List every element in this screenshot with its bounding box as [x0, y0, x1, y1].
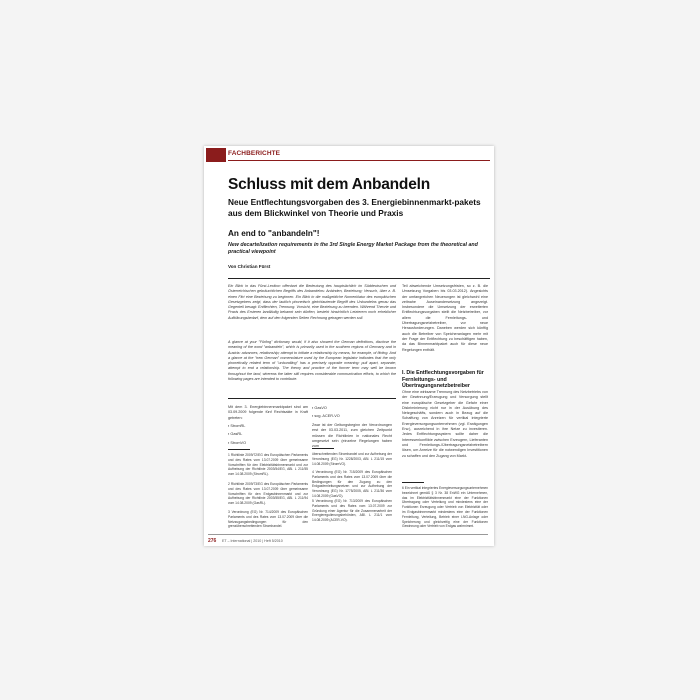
- section-heading: I. Die Entflechtungsvorgaben für Fernleitungs- und Übertragungsnetzbetreiber: [402, 370, 484, 389]
- article-subtitle: Neue Entflechtungsvorgaben des 3. Energiebinnenmarkt-pakets aus dem Blickwinkel von Theorie und Praxis: [228, 197, 481, 218]
- article-title: Schluss mit dem Anbandeln: [228, 176, 430, 193]
- acts-list-mid: [312, 405, 392, 422]
- footnote-2: 2 Richtlinie 2009/73/EG des Europäischen Parlaments und des Rates vom 13.07.2009 über gemeinsame Vorschriften für den Erdgasbinnenmarkt und zur Aufhebung der Richtlinie 2003/55/EG, ABl. L 211/94 vom 14.08.2009 (GasRL).: [228, 482, 308, 506]
- section-divider: [228, 160, 490, 161]
- english-title: An end to "anbandeln"!: [228, 229, 320, 238]
- footer-divider: [208, 534, 488, 535]
- author-line: Von Christian Fürst: [228, 264, 271, 269]
- abstract-bottom-divider: [228, 398, 396, 399]
- journal-line: ET – International | 2010 | Heft 5/2010: [222, 539, 283, 543]
- list-item: ▪ GasRL: [228, 432, 243, 437]
- footnote-3: 3 Verordnung (EG) Nr. 714/2009 des Europäischen Parlaments und des Rates vom 13.07.2009 über die Netzzugangsbedingungen für den grenzüberschreitenden Stromhandel.: [228, 510, 308, 529]
- english-subtitle: New decartelization requirements in the 3rd Single Energy Market Package from the theoretical and practical viewpoint: [228, 242, 478, 255]
- footnote-divider: [402, 482, 424, 483]
- right-paragraph-2: Ohne eine wirksame Trennung des Netzbetriebs von der Gewinnung/Erzeugung und Versorgung stellt eine europäische Gesetzgeber die Gefahr einer Diskriminierung nicht nur in der Ausübung des Netzgeschäfts, sondern auch in Bezug auf die Schaffung von Anreizen für vertikal integrierte Energieversorgungsunternehmen (vgl. Erwägungen Erw.), ausreichend in ihre Netze zu investieren. Jedes Entflechtungssystem sollte daher die Interessenkonflikte zwischen Erzeugern, Lieferanten und Fernleitungs-/Übertragungsnetzbetreibern lösen, um Anreize für die notwendigen Investitionen zu schaffen und den Zugang von Markt-: [402, 390, 488, 458]
- footnote-divider: [228, 449, 250, 450]
- abstract-german: Ein Blick in das Fürst-Lexikon offenbart die Bedeutung des hauptsächlich im Süddeutschen und Österreichischen gebräuchlichen Begriffs des Anbandelns: Anbinden, Beziehung; Versuch, über z. B. einen Flirt eine Beziehung zu beginnen. Ein Blick in die maßgebliche Nomenklatur des europäischen Gesetzgebers zeigt, dass der lautlich phonetisch gleichlautende Begriff des Unbundelns genau das Gegenteil besagt: Entflechten, Trennung. Vorsicht, eine Beziehung zu beenden. Während Theorie und Praxis des Ersteren landläufig bekannt sein dürften, besteht hinsichtlich Letzterem noch erheblicher Aufklärungsbedarf, dem auf den folgenden Seiten Rechnung getragen werden soll.: [228, 284, 396, 320]
- page-number: 276: [208, 538, 217, 544]
- list-item: ▪ StromVO: [228, 440, 247, 445]
- list-item: ▪ GasVO: [312, 406, 327, 410]
- list-item: ▪ sog. ACER-VO: [312, 414, 340, 419]
- footnote-divider: [312, 448, 334, 449]
- footnote-3-continued: überschreitenden Stromhandel und zur Aufhebung der Verordnung (EG) Nr. 1228/2003, ABl. L 211/15 vom 14.08.2009 (StromVO).: [312, 452, 392, 466]
- intro-paragraph: Mit dem 3. Energiebinnenmarktpaket sind am 03.09.2009 folgende fünf Rechtsakte in Kraft getreten:: [228, 405, 308, 420]
- section-label: FACHBERICHTE: [228, 150, 281, 157]
- footnote-5: 5 Verordnung (EG) Nr. 713/2009 des Europäischen Parlaments und des Rates vom 13.07.2009 zur Gründung einer Agentur für die Zusammenarbeit der Energieregulierungsbehörden, ABl. L 211/1 vom 14.08.2009 (ACER-VO).: [312, 499, 392, 523]
- list-item: ▪ StromRL: [228, 424, 246, 428]
- mid-paragraph: Zwar ist der Geltungsbeginn der Verordnungen erst der 03.03.2011, zum gleichen Zeitpunkt müssen die Richtlinien in nationales Recht umgesetzt sein (einzelne Regelungen haben zum: [312, 423, 392, 449]
- right-paragraph-1: Teil abweichende Umsetzungsfristen, so z. B. die Umsetzung Vorgaben bis 03.03.2012). Angesichts der umfangreichen Neuerungen ist gleichwohl eine zeitnahe Auseinandersetzung angezeigt. Insbesondere die Umsetzung der erweiterten Entflechtungsvorgaben stellt die Netzbetreiber, vor allem die Fernleitungs- und Übertragungsnetzbetreiber, vor neue Herausforderungen. Daneben werden sich künftig auch die Betreiber von Speicheranlagen mehr mit der Frage der Entflechtung zu beschäftigen haben, da das Binnenmarktpaket auch für diese neue Regelungen enthält.: [402, 284, 488, 352]
- footnote-4: 4 Verordnung (EG) Nr. 715/2009 des Europäischen Parlaments und des Rates vom 13.07.2009 über die Bedingungen für den Zugang zu den Erdgasfernleitungsnetzen und zur Aufhebung der Verordnung (EG) Nr. 1775/2005, ABl. L 211/36 vom 14.08.2009 (GasVO).: [312, 470, 392, 498]
- footnote-1: 1 Richtlinie 2009/72/EG des Europäischen Parlaments und des Rates vom 13.07.2009 über gemeinsame Vorschriften für den Elektrizitätsbinnenmarkt und zur Aufhebung der Richtlinie 2003/54/EG, ABl. L 211/55 vom 14.08.2009 (StromRL).: [228, 453, 308, 477]
- abstract-top-divider: [228, 278, 490, 279]
- footnote-6: 6 Ein vertikal integriertes Energieversorgungsunternehmen bezeichnet gemäß § 3 Nr. 38 EnWG ein Unternehmen, das im Elektrizitätsbinnenmarkt eine der Funktionen Übertragung oder Verteilung und mindestens eine der Funktionen Erzeugung oder Vertrieb von Elektrizität oder im Erdgasbinnenmarkt mindestens eine der Funktionen Fernleitung, Verteilung, Betrieb einer LNG-Anlage oder Speicherung und gleichzeitig eine der Funktionen Gewinnung oder Vertrieb von Erdgas wahrnimmt.: [402, 486, 488, 529]
- section-marker: [206, 148, 226, 162]
- acts-list-left: [228, 423, 308, 448]
- abstract-english: A glance at your "Fürling" dictionary would, if it also showed the German definitions, disclose the meaning of the word "anbandeln", which is primarily used in the southern regions of Germany and in Austria: advances, relationship; attempt to initiate a relationship by means, for example, of flirting. And a glance at the "new German" nomenclature used by the European legislator indicates that the only phonetically related term of "unbundling" has a precisely opposite meaning: pull apart, separate; attempt to end a relationship. The theory and practice of the former term may well be known throughout the land, whereas the latter still requires considerable communication efforts, to which the following pages are intended to contribute.: [228, 340, 396, 382]
